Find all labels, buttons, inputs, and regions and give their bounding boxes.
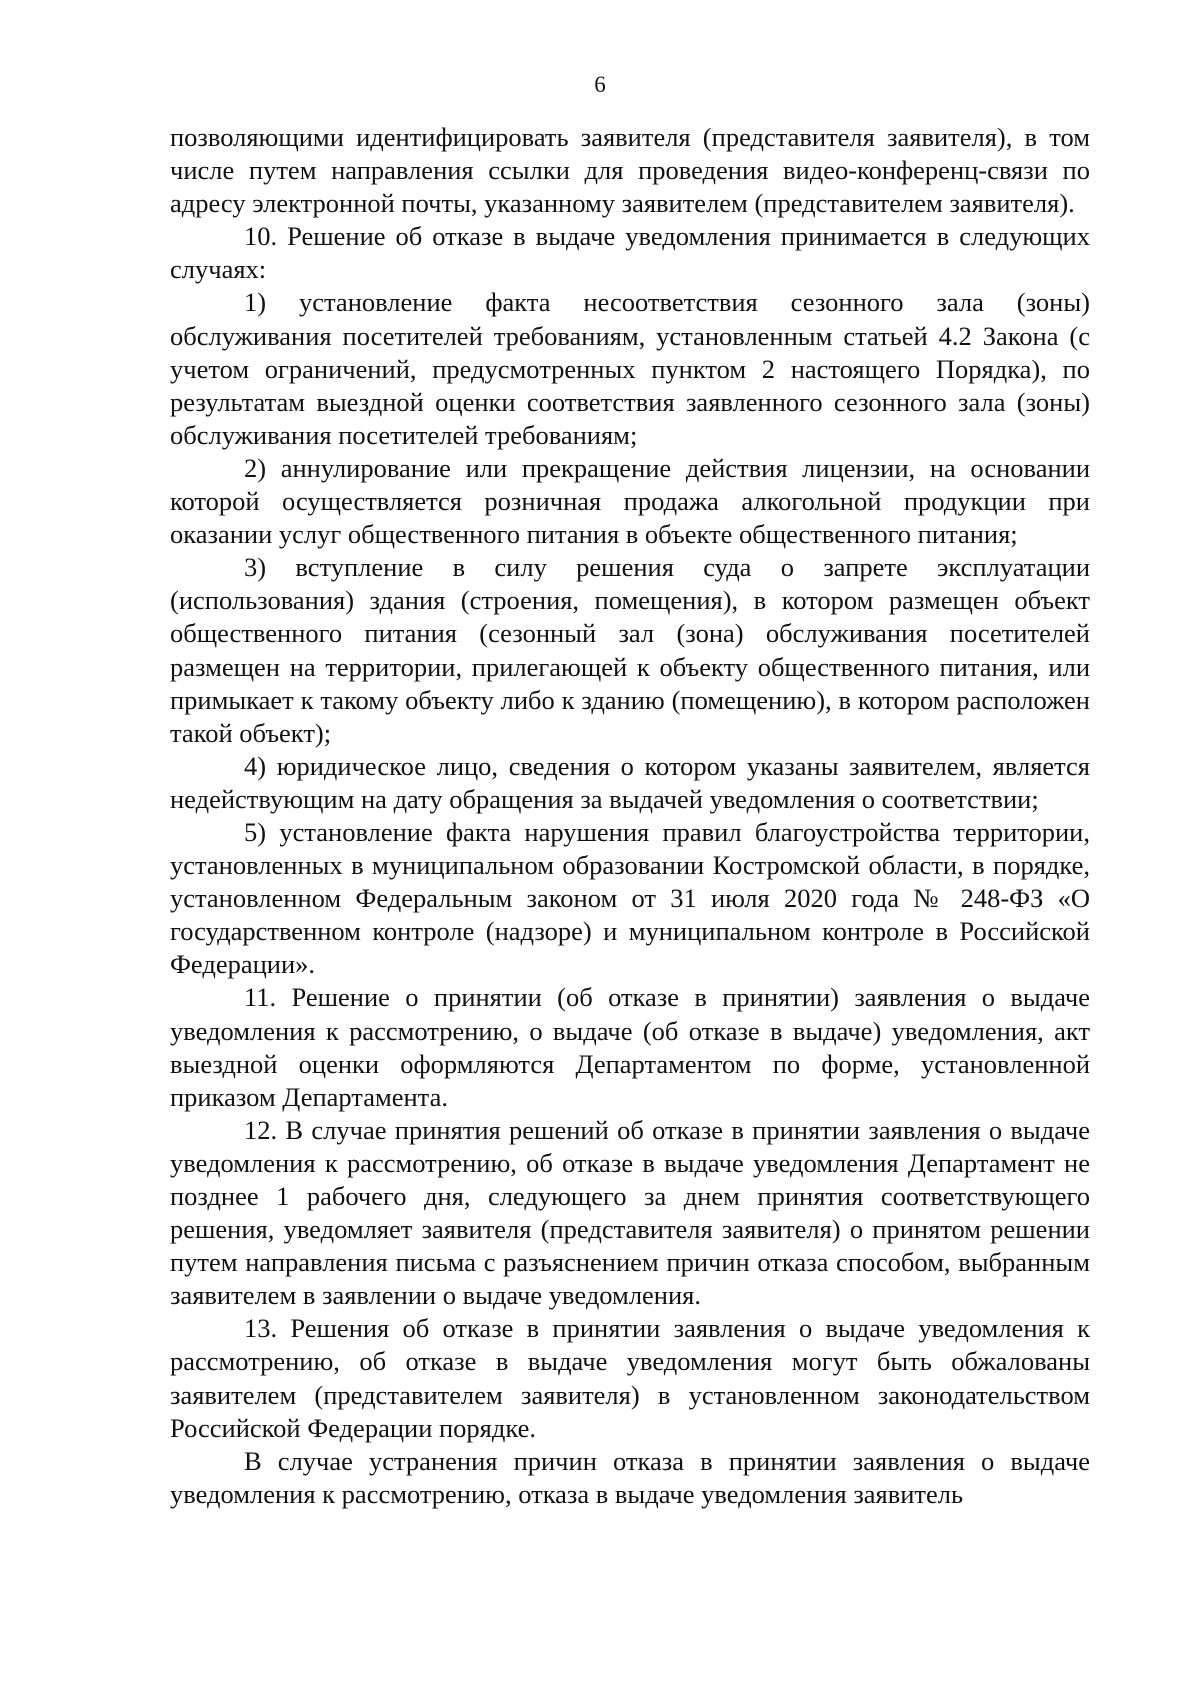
paragraph-item-13: 13. Решения об отказе в принятии заявления о выдаче уведомления к рассмотрению, об отказе в выдаче уведомления могут быть обжалованы заявителем (представителем заявителя) в установленном законодательством Российской Федерации порядке. [170,1313,1090,1443]
paragraph-subitem-5: 5) установление факта нарушения правил благоустройства территории, установленных в муниципальном образовании Костромской области, в порядке, установленном Федеральным законом от 31 июля 2020 года № 248-ФЗ «О государственном контроле (надзоре) и муниципальном контроле в Российской Федерации». [170,816,1090,980]
document-body [170,121,1090,1511]
paragraph-item-13-continuation: В случае устранения причин отказа в принятии заявления о выдаче уведомления к рассмотрению, отказа в выдаче уведомления заявитель [170,1445,1090,1509]
paragraph-subitem-1: 1) установление факта несоответствия сезонного зала (зоны) обслуживания посетителей требованиям, установленным статьей 4.2 Закона (с учетом ограничений, предусмотренных пунктом 2 настоящего Порядка), по результатам выездной оценки соответствия заявленного сезонного зала (зоны) обслуживания посетителей требованиям; [170,287,1090,450]
paragraph-item-10: 10. Решение об отказе в выдаче уведомления принимается в следующих случаях: [170,221,1090,285]
paragraph-subitem-3: 3) вступление в силу решения суда о запрете эксплуатации (использования) здания (строения, помещения), в котором размещен объект общественного питания (сезонный зал (зона) обслуживания посетителей размещен на территории, прилегающей к объекту общественного питания, или примыкает к такому объекту либо к зданию (помещению), в котором расположен такой объект); [170,552,1090,748]
paragraph-subitem-2: 2) аннулирование или прекращение действия лицензии, на основании которой осуществляется розничная продажа алкогольной продукции при оказании услуг общественного питания в объекте общественного питания; [170,452,1090,550]
paragraph-item-11: 11. Решение о принятии (об отказе в принятии) заявления о выдаче уведомления к рассмотрению, о выдаче (об отказе в выдаче) уведомления, акт выездной оценки оформляются Департаментом по форме, установленной приказом Департамента. [170,982,1090,1112]
page-number: 6 [594,72,606,97]
paragraph-continuation: позволяющими идентифицировать заявителя (представителя заявителя), в том числе путем направления ссылки для проведения видео-конференц-связи по адресу электронной почты, указанному заявителем (представителем заявителя). [170,122,1090,219]
paragraph-subitem-4: 4) юридическое лицо, сведения о котором указаны заявителем, является недействующим на дату обращения за выдачей уведомления о соответствии; [170,750,1090,814]
paragraph-item-12: 12. В случае принятия решений об отказе в принятии заявления о выдаче уведомления к рассмотрению, об отказе в выдаче уведомления Департамент не позднее 1 рабочего дня, следующего за днем принятия соответствующего решения, уведомляет заявителя (представителя заявителя) о принятом решении путем направления письма с разъяснением причин отказа способом, выбранным заявителем в заявлении о выдаче уведомления. [170,1114,1090,1311]
